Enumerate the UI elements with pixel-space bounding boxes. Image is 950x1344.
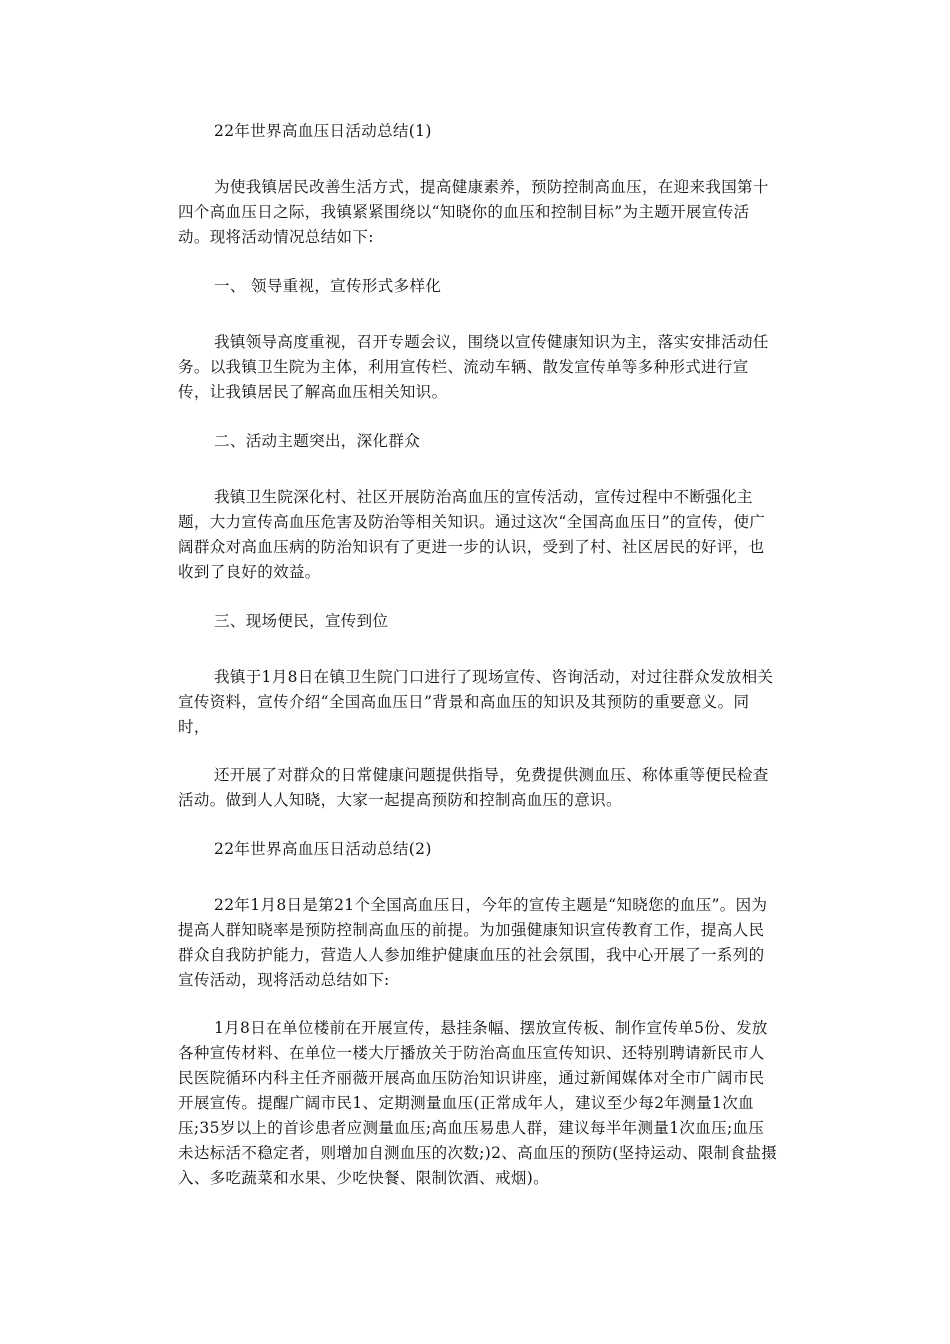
section-title-summary-1: 22年世界高血压日活动总结(1) (214, 122, 432, 140)
spacer (178, 862, 778, 893)
document-page (178, 118, 778, 1191)
spacer (178, 585, 778, 608)
spacer (178, 454, 778, 485)
body-paragraph-theme: 我镇卫生院深化村、社区开展防治高血压的宣传活动，宣传过程中不断强化主题，大力宣传高血压危害及防治等相关知识。通过这次“全国高血压日”的宣传，使广阔群众对高血压病的防治知识有了更进一步的认识，受到了村、社区居民的好评，也收到了良好的效益。 (178, 488, 766, 581)
spacer (178, 740, 778, 763)
section-heading-1: 一、 领导重视，宣传形式多样化 (214, 277, 442, 295)
body-paragraph-checkups: 还开展了对群众的日常健康问题提供指导，免费提供测血压、称体重等便民检查活动。做到人人知晓，大家一起提高预防和控制高血压的意识。 (178, 766, 769, 809)
spacer (178, 144, 778, 175)
body-paragraph-onsite: 我镇于1月8日在镇卫生院门口进行了现场宣传、咨询活动，对过往群众发放相关宣传资料，宣传介绍“全国高血压日”背景和高血压的知识及其预防的重要意义。同时， (178, 668, 774, 736)
body-paragraph-leadership: 我镇领导高度重视，召开专题会议，围绕以宣传健康知识为主，落实安排活动任务。以我镇卫生院为主体，利用宣传栏、流动车辆、散发宣传单等多种形式进行宣传，让我镇居民了解高血压相关知识。 (178, 333, 769, 401)
body-paragraph-activities: 1月8日在单位楼前在开展宣传，悬挂条幅、摆放宣传板、制作宣传单5份、发放各种宣传材料、在单位一楼大厅播放关于防治高血压宣传知识、还特别聘请新民市人民医院循环内科主任齐丽薇开展高血压防治知识讲座，通过新闻媒体对全市广阔市民开展宣传。提醒广阔市民1、定期测量血压(正常成年人，建议至少每2年测量1次血压;35岁以上的首诊患者应测量血压;高血压易患人群，建议每半年测量1次血压;血压未达标活不稳定者，则增加自测血压的次数;)2、高血压的预防(坚持运动、限制食盐摄入、多吃蔬菜和水果、少吃快餐、限制饮酒、戒烟)。 (178, 1019, 778, 1187)
section-title-summary-2: 22年世界高血压日活动总结(2) (214, 840, 432, 858)
spacer (178, 299, 778, 330)
body-paragraph-hypertension-day: 22年1月8日是第21个全国高血压日，今年的宣传主题是“知晓您的血压”。因为提高人群知晓率是预防控制高血压的前提。为加强健康知识宣传教育工作，提高人民群众自我防护能力，营造人人参加维护健康血压的社会氛围，我中心开展了一系列的宣传活动，现将活动总结如下: (178, 896, 768, 989)
spacer (178, 813, 778, 836)
spacer (178, 405, 778, 428)
section-heading-2: 二、活动主题突出，深化群众 (214, 432, 421, 450)
spacer (178, 634, 778, 665)
body-paragraph-intro: 为使我镇居民改善生活方式，提高健康素养，预防控制高血压，在迎来我国第十四个高血压日之际，我镇紧紧围绕以“知晓你的血压和控制目标”为主题开展宣传活动。现将活动情况总结如下: (178, 178, 769, 246)
spacer (178, 250, 778, 273)
section-heading-3: 三、现场便民，宣传到位 (214, 612, 389, 630)
spacer (178, 993, 778, 1016)
